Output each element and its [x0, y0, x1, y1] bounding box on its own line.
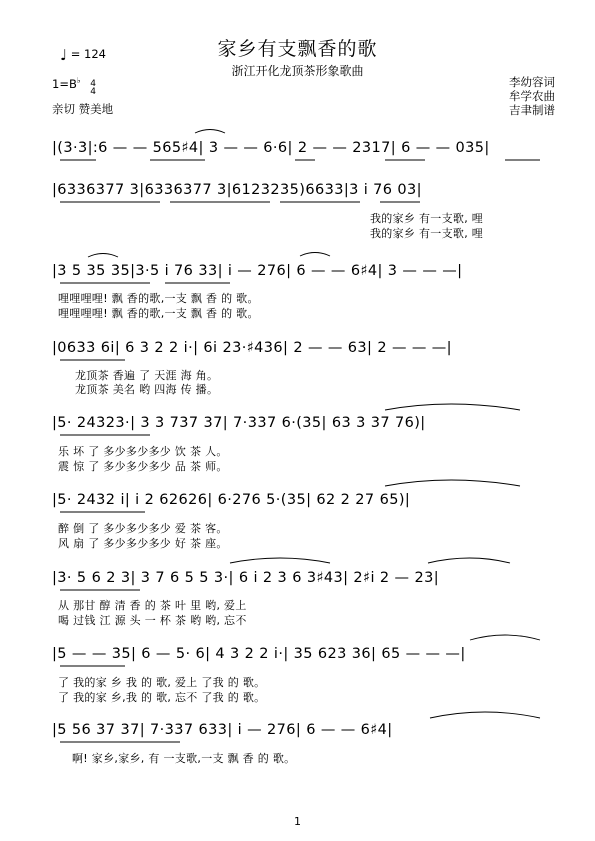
- lyric-line-7a: 从 那甘 醇 清 香 的 茶 叶 里 哟, 爱上: [58, 599, 247, 612]
- lyric-line-2b: 我的家乡 有一支歌, 哩: [370, 227, 484, 240]
- page-number: 1: [294, 815, 301, 828]
- lyric-line-5a: 乐 坏 了 多少多少多少 饮 茶 人。: [58, 445, 228, 458]
- tempo-value: = 124: [70, 47, 106, 61]
- lyric-line-9a: 啊! 家乡,家乡, 有 一支歌,一支 飘 香 的 歌。: [72, 752, 296, 765]
- lyric-line-3b: 哩哩哩哩! 飘 香的歌,一支 飘 香 的 歌。: [58, 307, 259, 320]
- time-signature-top: 4: [90, 79, 97, 89]
- credit-lyricist: 李幼容词: [509, 75, 555, 89]
- credit-composer: 牟学农曲: [509, 89, 555, 103]
- score-line-4: |0633 6i| 6 3 2 2 i·| 6i 23·♯436| 2 — — 63| 2 — — —|: [52, 340, 452, 356]
- lyric-line-4a: 龙顶茶 香遍 了 天涯 海 角。: [75, 369, 219, 382]
- expression-marking: 亲切 赞美地: [52, 102, 114, 116]
- lyric-line-6b: 风 扇 了 多少多少多少 好 茶 座。: [58, 537, 228, 550]
- score-line-5: |5· 24323·| 3 3 737 37| 7·337 6·(35| 63 3 37 76)|: [52, 415, 426, 431]
- lyric-line-5b: 震 惊 了 多少多少多少 品 茶 师。: [58, 460, 228, 473]
- time-signature-bottom: 4: [90, 87, 97, 97]
- key-label: 1=B: [52, 77, 77, 91]
- score-line-1: |(3·3|:6 — — 565♯4| 3 — — 6·6| 2 — — 2317| 6 — — 035|: [52, 140, 490, 156]
- song-subtitle: 浙江开化龙顶茶形象歌曲: [231, 64, 364, 78]
- credit-transcriber: 吉聿制谱: [509, 103, 555, 117]
- score-line-2: |6336377 3|6336377 3|6123235)6633|3 i 76 03|: [52, 182, 422, 198]
- score-line-7: |3· 5 6 2 3| 3 7 6 5 5 3·| 6 i 2 3 6 3♯43| 2♯i 2 — 23|: [52, 570, 439, 586]
- score-line-8: |5 — — 35| 6 — 5· 6| 4 3 2 2 i·| 35 623 36| 65 — — —|: [52, 646, 466, 662]
- lyric-line-7b: 喝 过钱 江 源 头 一 杯 茶 哟 哟, 忘不: [58, 614, 247, 627]
- score-line-9: |5 56 37 37| 7·337 633| i — 276| 6 — — 6♯4|: [52, 722, 393, 738]
- flat-sign: ♭: [76, 76, 81, 85]
- quarter-note-icon: ♩: [60, 46, 68, 64]
- lyric-line-2a: 我的家乡 有一支歌, 哩: [370, 212, 484, 225]
- score-line-3: |3 5 35 35|3·5 i 76 33| i — 276| 6 — — 6♯4| 3 — — —|: [52, 263, 463, 279]
- song-title: 家乡有支飘香的歌: [217, 38, 378, 60]
- lyric-line-3a: 哩哩哩哩! 飘 香的歌,一支 飘 香 的 歌。: [58, 292, 259, 305]
- score-line-6: |5· 2432 i| i 2 62626| 6·276 5·(35| 62 2 27 65)|: [52, 492, 411, 508]
- lyric-line-4b: 龙顶茶 美名 哟 四海 传 播。: [75, 383, 219, 396]
- lyric-line-8a: 了 我的家 乡 我 的 歌, 爱上 了我 的 歌。: [58, 676, 266, 689]
- lyric-line-6a: 醉 倒 了 多少多少多少 爱 茶 客。: [58, 522, 228, 535]
- lyric-line-8b: 了 我的家 乡,我 的 歌, 忘不 了我 的 歌。: [58, 691, 266, 704]
